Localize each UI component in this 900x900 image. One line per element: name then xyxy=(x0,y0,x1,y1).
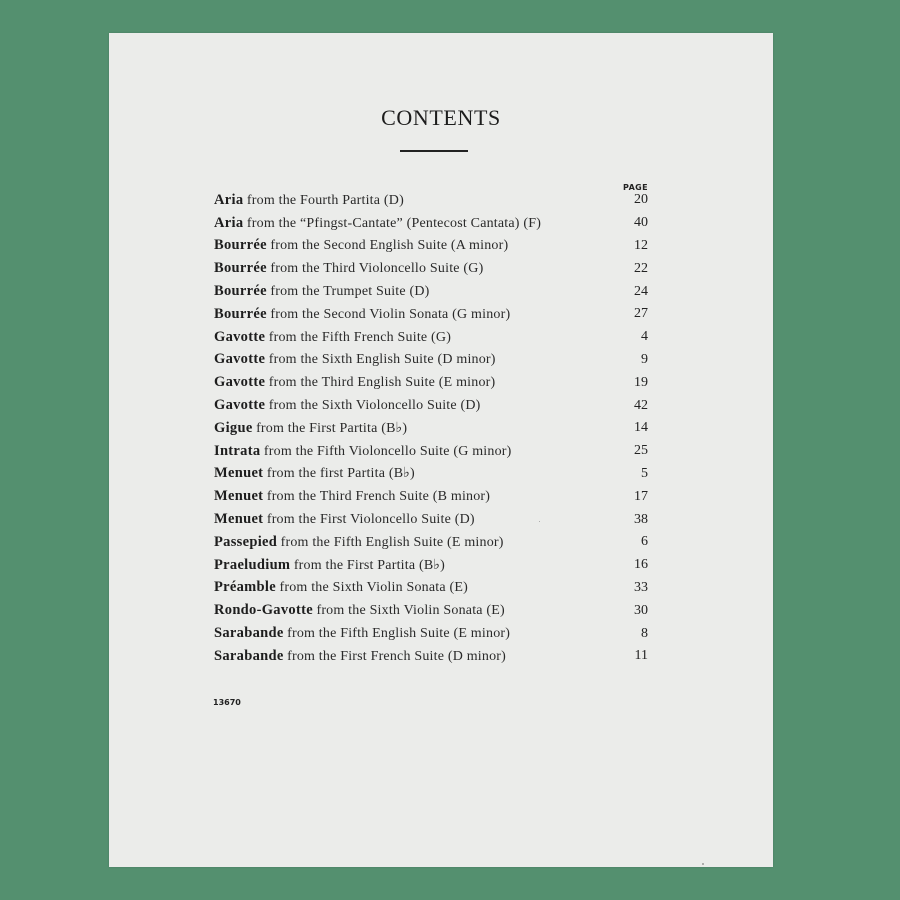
toc-entry-title xyxy=(214,465,415,482)
toc-entry xyxy=(214,394,648,417)
toc-entry-title xyxy=(214,511,475,528)
toc-entry-source: from the Third French Suite (B minor) xyxy=(266,489,491,505)
page-title: CONTENTS xyxy=(381,105,501,130)
toc-entry-form: Bourrée xyxy=(214,260,267,277)
toc-entry-source: from the first Partita (B♭) xyxy=(266,466,415,482)
toc-entry-page-number: 24 xyxy=(634,283,648,299)
toc-entry-page-number: 25 xyxy=(634,443,648,459)
toc-entry-title xyxy=(214,420,407,437)
toc-entry-form: Bourrée xyxy=(214,305,267,322)
toc-entry-form: Sarabande xyxy=(214,647,284,664)
toc-entry-source: from the Sixth English Suite (D minor) xyxy=(268,352,496,368)
toc-entry-source: from the “Pfingst-Cantate” (Pentecost Cantata) (F) xyxy=(246,215,542,231)
toc-entry xyxy=(214,531,648,554)
toc-entry-title xyxy=(214,329,451,346)
toc-entry-title xyxy=(214,443,512,460)
toc-entry-source: from the Second English Suite (A minor) xyxy=(270,238,509,254)
toc-entry-form: Aria xyxy=(214,191,244,208)
toc-entry xyxy=(214,599,648,622)
toc-entry-page-number: 19 xyxy=(634,374,648,390)
toc-entry-form: Sarabande xyxy=(214,625,284,642)
toc-entry-page-number: 22 xyxy=(634,260,648,276)
toc-entry-source: from the First Partita (B♭) xyxy=(256,420,408,436)
toc-entry-form: Bourrée xyxy=(214,237,267,254)
toc-entry-title xyxy=(214,534,504,551)
toc-entry xyxy=(214,463,648,486)
toc-entry xyxy=(214,280,648,303)
page-column-heading: PAGE xyxy=(623,183,648,192)
toc-entry xyxy=(214,577,648,600)
toc-entry xyxy=(214,622,648,645)
toc-entry-form: Menuet xyxy=(214,511,264,528)
toc-entry-title xyxy=(214,237,508,254)
toc-entry-title xyxy=(214,488,490,505)
toc-entry-page-number: 4 xyxy=(641,329,648,345)
toc-entry-form: Préamble xyxy=(214,579,276,596)
toc-entry xyxy=(214,485,648,508)
toc-entry-title xyxy=(214,648,506,665)
toc-entry xyxy=(214,235,648,258)
toc-entry-title xyxy=(214,283,430,300)
toc-entry-title xyxy=(214,397,481,414)
toc-entry-source: from the Fifth Violoncello Suite (G minor) xyxy=(263,443,512,459)
toc-entry-form: Aria xyxy=(214,214,244,231)
toc-entry xyxy=(214,349,648,372)
toc-entry-page-number: 11 xyxy=(634,648,648,664)
toc-entry-form: Gigue xyxy=(214,419,253,436)
toc-entry-page-number: 17 xyxy=(634,488,648,504)
toc-entry-source: from the Trumpet Suite (D) xyxy=(270,284,430,300)
toc-entry-form: Gavotte xyxy=(214,351,266,368)
toc-entry-title xyxy=(214,306,510,323)
toc-entry-page-number: 27 xyxy=(634,306,648,322)
plate-number: 13670 xyxy=(213,698,241,707)
toc-entry-page-number: 20 xyxy=(634,192,648,208)
toc-entry-title xyxy=(214,557,445,574)
toc-entry-page-number: 40 xyxy=(634,215,648,231)
toc-entry xyxy=(214,508,648,531)
toc-entry-source: from the Second Violin Sonata (G minor) xyxy=(270,306,511,322)
toc-entry xyxy=(214,189,648,212)
toc-entry-source: from the Fifth French Suite (G) xyxy=(268,329,452,345)
toc-entry-form: Rondo-Gavotte xyxy=(214,602,313,619)
toc-entry-title xyxy=(214,579,468,596)
toc-entry-title xyxy=(214,192,404,209)
toc-entry xyxy=(214,257,648,280)
toc-entry-source: from the Sixth Violin Sonata (E) xyxy=(279,580,468,596)
toc-entry-page-number: 16 xyxy=(634,557,648,573)
toc-entry-source: from the Fifth English Suite (E minor) xyxy=(280,534,504,550)
toc-entry-form: Passepied xyxy=(214,533,278,550)
contents-list xyxy=(214,189,648,668)
toc-entry-page-number: 14 xyxy=(634,420,648,436)
toc-entry-title xyxy=(214,260,483,277)
toc-entry-source: from the First French Suite (D minor) xyxy=(287,648,507,664)
toc-entry-page-number: 6 xyxy=(641,534,648,550)
toc-entry-form: Bourrée xyxy=(214,283,267,300)
toc-entry-title xyxy=(214,602,505,619)
toc-entry-source: from the Fifth English Suite (E minor) xyxy=(287,626,511,642)
toc-entry xyxy=(214,371,648,394)
contents-page xyxy=(109,33,773,867)
paper-speck xyxy=(539,521,540,522)
toc-entry-source: from the Sixth Violin Sonata (E) xyxy=(316,603,505,619)
toc-entry-title xyxy=(214,215,541,232)
toc-entry-page-number: 42 xyxy=(634,397,648,413)
toc-entry-page-number: 9 xyxy=(641,351,648,367)
toc-entry-title xyxy=(214,374,495,391)
toc-entry-form: Menuet xyxy=(214,465,264,482)
toc-entry xyxy=(214,554,648,577)
toc-entry-source: from the Third Violoncello Suite (G) xyxy=(270,261,484,277)
toc-entry xyxy=(214,417,648,440)
toc-entry-form: Praeludium xyxy=(214,556,291,573)
toc-entry xyxy=(214,645,648,668)
toc-entry-page-number: 8 xyxy=(641,625,648,641)
toc-entry-title xyxy=(214,625,510,642)
toc-entry-form: Gavotte xyxy=(214,328,266,345)
toc-entry-form: Gavotte xyxy=(214,374,266,391)
toc-entry xyxy=(214,303,648,326)
toc-entry-page-number: 38 xyxy=(634,511,648,527)
toc-entry-source: from the Fourth Partita (D) xyxy=(246,192,404,208)
paper-speck xyxy=(702,863,704,865)
toc-entry-form: Menuet xyxy=(214,488,264,505)
toc-entry xyxy=(214,212,648,235)
toc-entry-page-number: 30 xyxy=(634,602,648,618)
toc-entry-source: from the First Violoncello Suite (D) xyxy=(266,512,475,528)
toc-entry-page-number: 33 xyxy=(634,579,648,595)
toc-entry-form: Intrata xyxy=(214,442,261,459)
toc-entry-page-number: 12 xyxy=(634,237,648,253)
toc-entry-source: from the Sixth Violoncello Suite (D) xyxy=(268,398,481,414)
title-divider xyxy=(400,150,468,152)
toc-entry xyxy=(214,440,648,463)
toc-entry-source: from the Third English Suite (E minor) xyxy=(268,375,496,391)
toc-entry-title xyxy=(214,351,496,368)
toc-entry-source: from the First Partita (B♭) xyxy=(293,557,446,573)
toc-entry-page-number: 5 xyxy=(641,465,648,481)
toc-entry xyxy=(214,326,648,349)
toc-entry-form: Gavotte xyxy=(214,397,266,414)
